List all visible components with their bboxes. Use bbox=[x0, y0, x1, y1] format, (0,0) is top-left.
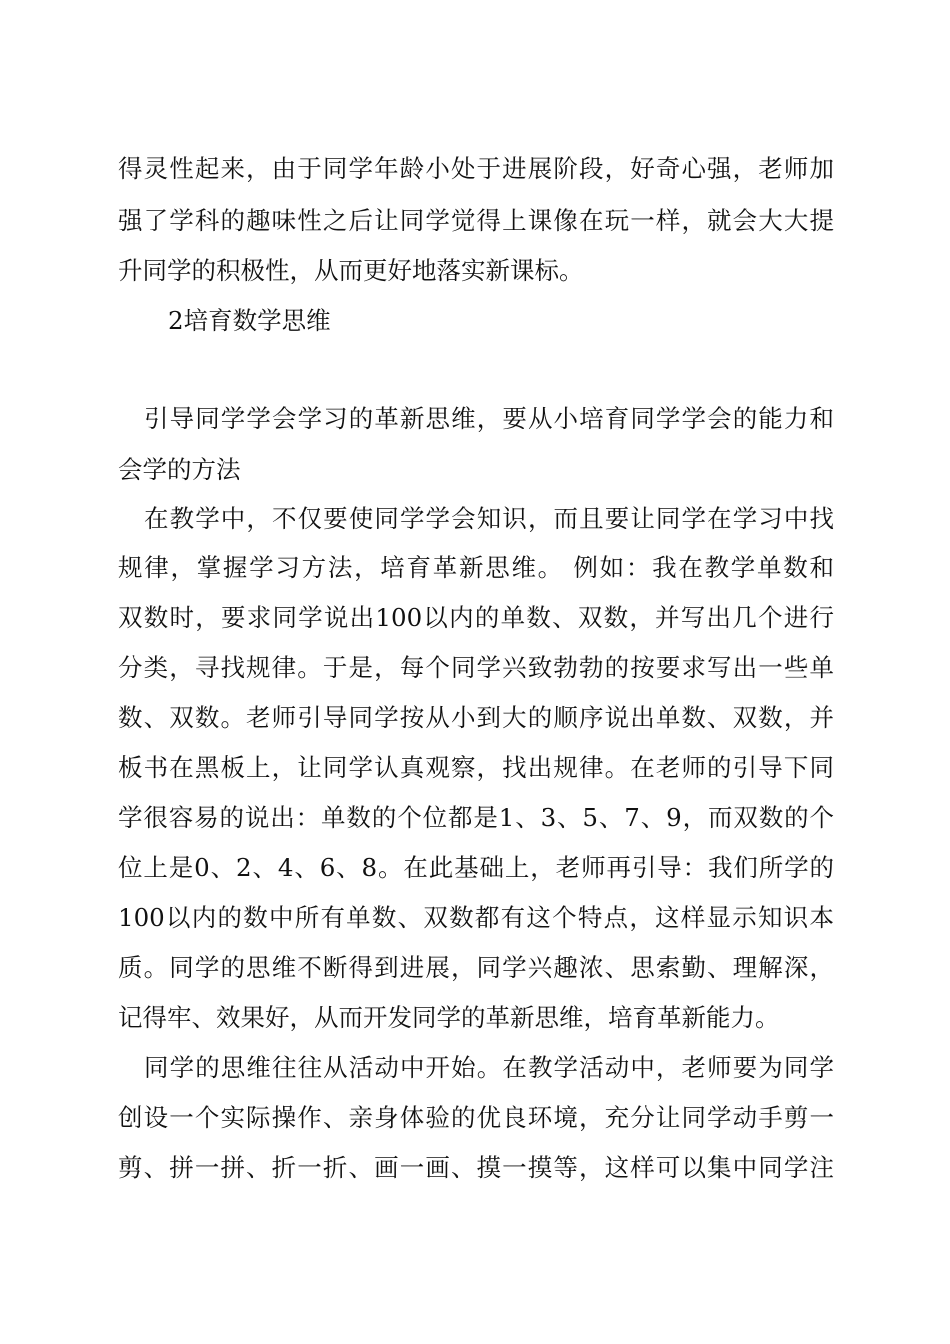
text-line: 创设一个实际操作、亲身体验的优良环境，充分让同学动手剪一 bbox=[118, 1103, 834, 1132]
text-line: 双数时，要求同学说出100以内的单数、双数，并写出几个进行 bbox=[118, 603, 834, 632]
text-line: 学很容易的说出：单数的个位都是1、3、5、7、9，而双数的个 bbox=[118, 803, 834, 832]
text-line: 质。同学的思维不断得到进展，同学兴趣浓、思索勤、理解深， bbox=[118, 953, 834, 982]
text-line: 升同学的积极性，从而更好地落实新课标。 bbox=[118, 256, 584, 285]
text-line: 分类，寻找规律。于是，每个同学兴致勃勃的按要求写出一些单 bbox=[118, 653, 834, 682]
text-line: 剪、拼一拼、折一折、画一画、摸一摸等，这样可以集中同学注 bbox=[118, 1153, 834, 1182]
text-line: 位上是0、2、4、6、8。在此基础上，老师再引导：我们所学的 bbox=[118, 853, 834, 882]
text-line: 100以内的数中所有单数、双数都有这个特点，这样显示知识本 bbox=[118, 903, 834, 932]
text-line: 记得牢、效果好，从而开发同学的革新思维，培育革新能力。 bbox=[118, 1003, 780, 1032]
text-line: 引导同学学会学习的革新思维，要从小培育同学学会的能力和 bbox=[144, 404, 834, 433]
section-heading: 2培育数学思维 bbox=[168, 306, 331, 335]
text-line: 在教学中，不仅要使同学学会知识，而且要让同学在学习中找 bbox=[144, 504, 834, 533]
text-line: 会学的方法 bbox=[118, 455, 241, 484]
text-line: 强了学科的趣味性之后让同学觉得上课像在玩一样，就会大大提 bbox=[118, 206, 834, 235]
text-line: 得灵性起来，由于同学年龄小处于进展阶段，好奇心强，老师加 bbox=[118, 154, 834, 183]
text-line: 同学的思维往往从活动中开始。在教学活动中，老师要为同学 bbox=[144, 1053, 834, 1082]
text-line: 板书在黑板上，让同学认真观察，找出规律。在老师的引导下同 bbox=[118, 753, 834, 782]
text-line: 数、双数。老师引导同学按从小到大的顺序说出单数、双数，并 bbox=[118, 703, 834, 732]
text-line: 规律，掌握学习方法，培育革新思维。 例如：我在教学单数和 bbox=[118, 553, 834, 582]
